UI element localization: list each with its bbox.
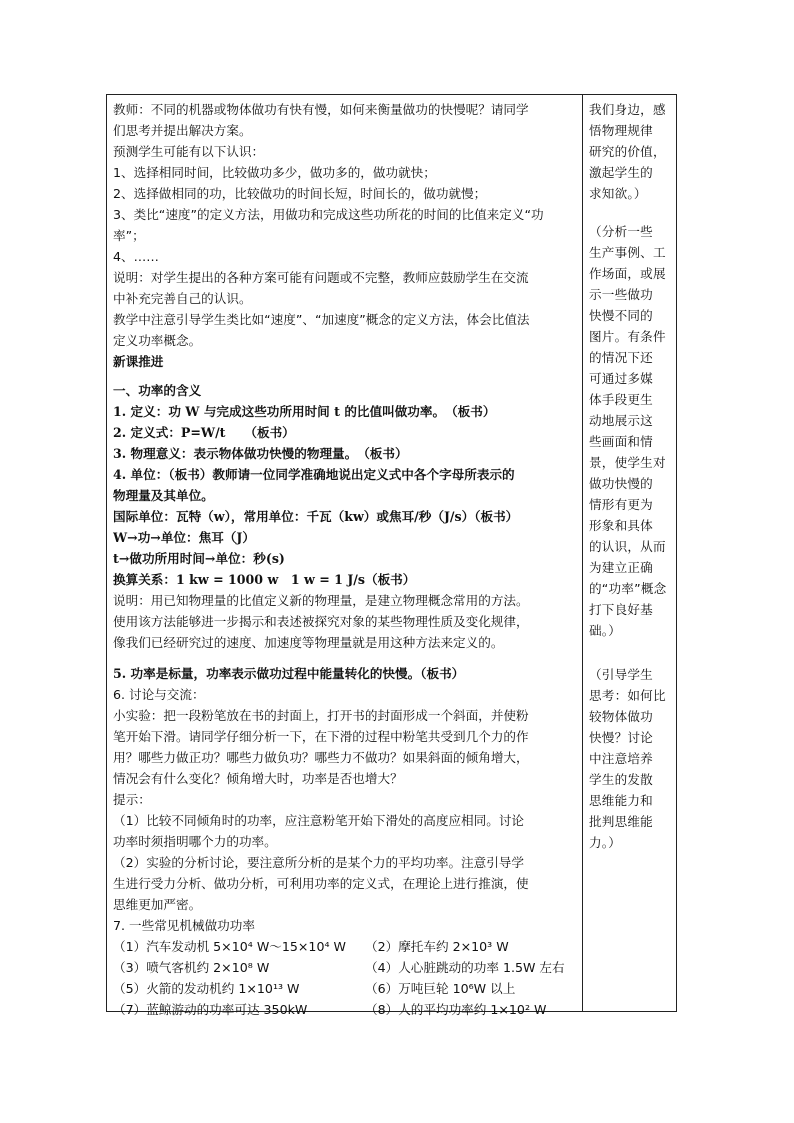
formula-line: 2. 定义式：P=W/t （板书） — [113, 425, 295, 440]
note-line: 较物体做功 — [589, 709, 653, 724]
text-line: 使用该方法能够进一步揭示和表述被探究对象的某些物理性质及变化规律， — [113, 614, 529, 629]
design-intent-cell — [589, 99, 673, 853]
text-line: 情况会有什么变化？倾角增大时，功率是否也增大？ — [113, 771, 403, 786]
teaching-content-cell — [113, 99, 577, 1020]
power-row — [113, 936, 577, 957]
note-line: 动地展示这 — [589, 413, 653, 428]
note-line: 思考：如何比 — [589, 688, 666, 703]
meaning-line: 3. 物理意义：表示物体做功快慢的物理量。 （板书） — [113, 446, 408, 461]
text-line: 3、类比“速度”的定义方法，用做功和完成这些功所花的时间的比值来定义“功 — [113, 207, 544, 222]
note-line: 景，使学生对 — [589, 455, 666, 470]
power-item: （2）摩托车约 2×10³ W — [365, 939, 509, 954]
lesson-table — [106, 94, 677, 1017]
note-line: 快慢不同的 — [589, 308, 653, 323]
note-line: 我们身边，感 — [589, 102, 666, 117]
note-line: 作场面，或展 — [589, 266, 666, 281]
text-line: （2）实验的分析讨论，要注意所分析的是某个力的平均功率。注意引导学 — [113, 855, 525, 870]
unit-line: 4. 单位：（板书）教师请一位同学准确地说出定义式中各个字母所表示的 — [113, 467, 515, 482]
note-line: 的情况下还 — [589, 350, 653, 365]
power-item: （1）汽车发动机 5×10⁴ W～15×10⁴ W — [113, 939, 346, 954]
text-line: 7. 一些常见机械做功功率 — [113, 918, 255, 933]
note-line: 快慢？讨论 — [589, 730, 653, 745]
note-line: （引导学生 — [589, 667, 653, 682]
note-line: 求知欲。） — [589, 186, 647, 201]
text-line: 4、…… — [113, 249, 159, 264]
text-line: 说明：对学生提出的各种方案可能有问题或不完整，教师应鼓励学生在交流 — [113, 270, 529, 285]
power-item: （3）喷气客机约 2×10⁸ W — [113, 960, 270, 975]
text-line: 说明：用已知物理量的比值定义新的物理量，是建立物理概念常用的方法。 — [113, 593, 529, 608]
text-line: （1）比较不同倾角时的功率，应注意粉笔开始下滑处的高度应相同。讨论 — [113, 813, 525, 828]
note-line: 思维能力和 — [589, 793, 653, 808]
text-line: 提示： — [113, 792, 151, 807]
column-divider — [582, 95, 583, 1011]
note-line: 形象和具体 — [589, 518, 653, 533]
power-item: （8）人的平均功率约 1×10² W — [365, 1002, 547, 1017]
text-line: 2、选择做相同的功，比较做功的时间长短，时间长的，做功就慢； — [113, 186, 487, 201]
definition-line: 1. 定义：功 W 与完成这些功所用时间 t 的比值叫做功率。 （板书） — [113, 404, 496, 419]
text-line: 中补充完善自己的认识。 — [113, 291, 252, 306]
text-line: 们思考并提出解决方案。 — [113, 123, 252, 138]
note-line: 学生的发散 — [589, 772, 653, 787]
text-line: 小实验：把一段粉笔放在书的封面上，打开书的封面形成一个斜面，并使粉 — [113, 708, 529, 723]
text-line: 功率时须指明哪个力的功率。 — [113, 834, 277, 849]
text-line: 思维更加严密。 — [113, 897, 202, 912]
note-line: 为建立正确 — [589, 560, 653, 575]
power-row — [113, 957, 577, 978]
note-line: 生产事例、工 — [589, 245, 666, 260]
text-line: 1、选择相同时间，比较做功多少，做功多的，做功就快； — [113, 165, 436, 180]
text-line: 教师：不同的机器或物体做功有快有慢，如何来衡量做功的快慢呢？请同学 — [113, 102, 529, 117]
note-line: 研究的价值， — [589, 144, 666, 159]
note-line: 础。） — [589, 623, 622, 638]
note-line: 中注意培养 — [589, 751, 653, 766]
scalar-line: 5. 功率是标量，功率表示做功过程中能量转化的快慢。（板书） — [113, 666, 465, 681]
unit-line: 国际单位：瓦特（w），常用单位：千瓦（kw）或焦耳/秒（J/s）（板书） — [113, 509, 519, 524]
unit-line: 物理量及其单位。 — [113, 488, 214, 503]
text-line: 6. 讨论与交流： — [113, 687, 205, 702]
power-row — [113, 978, 577, 999]
text-line: 生进行受力分析、做功分析，可利用功率的定义式，在理论上进行推演，使 — [113, 876, 529, 891]
text-line: 定义功率概念。 — [113, 333, 202, 348]
note-line: 情形有更为 — [589, 497, 653, 512]
note-line: 激起学生的 — [589, 165, 653, 180]
note-line: （分析一些 — [589, 224, 653, 239]
power-item: （5）火箭的发动机约 1×10¹³ W — [113, 981, 300, 996]
text-line: 教学中注意引导学生类比如“速度”、“加速度”概念的定义方法，体会比值法 — [113, 312, 530, 327]
note-line: 可通过多媒 — [589, 371, 653, 386]
power-row — [113, 999, 577, 1020]
text-line: 像我们已经研究过的速度、加速度等物理量就是用这种方法来定义的。 — [113, 635, 504, 650]
note-line: 打下良好基 — [589, 602, 653, 617]
power-item: （6）万吨巨轮 10⁶W 以上 — [365, 981, 516, 996]
note-line: 些画面和情 — [589, 434, 653, 449]
text-line: 率”； — [113, 228, 145, 243]
note-line: 的“功率”概念 — [589, 581, 667, 596]
note-line: 示一些做功 — [589, 287, 653, 302]
text-line: 笔开始下滑。请同学仔细分析一下，在下滑的过程中粉笔共受到几个力的作 — [113, 729, 529, 744]
unit-line: t→做功所用时间→单位：秒(s) — [113, 551, 285, 566]
section-title: 一、功率的含义 — [113, 383, 202, 398]
power-item: （7）蓝鲸游动的功率可达 350kW — [113, 1002, 308, 1017]
text-line: 预测学生可能有以下认识： — [113, 144, 265, 159]
text-line: 用？哪些力做正功？哪些力做负功？哪些力不做功？如果斜面的倾角增大， — [113, 750, 529, 765]
note-line: 做功快慢的 — [589, 476, 653, 491]
note-line: 批判思维能 — [589, 814, 653, 829]
note-line: 悟物理规律 — [589, 123, 653, 138]
unit-line: W→功→单位：焦耳（J） — [113, 530, 255, 545]
note-line: 的认识，从而 — [589, 539, 666, 554]
note-line: 体手段更生 — [589, 392, 653, 407]
note-line: 图片。有条件 — [589, 329, 666, 344]
power-item: （4）人心脏跳动的功率 1.5W 左右 — [365, 960, 565, 975]
conversion-line: 换算关系：1 kw = 1000 w 1 w = 1 J/s（板书） — [113, 572, 416, 587]
note-line: 力。） — [589, 835, 622, 850]
section-heading: 新课推进 — [113, 354, 164, 369]
